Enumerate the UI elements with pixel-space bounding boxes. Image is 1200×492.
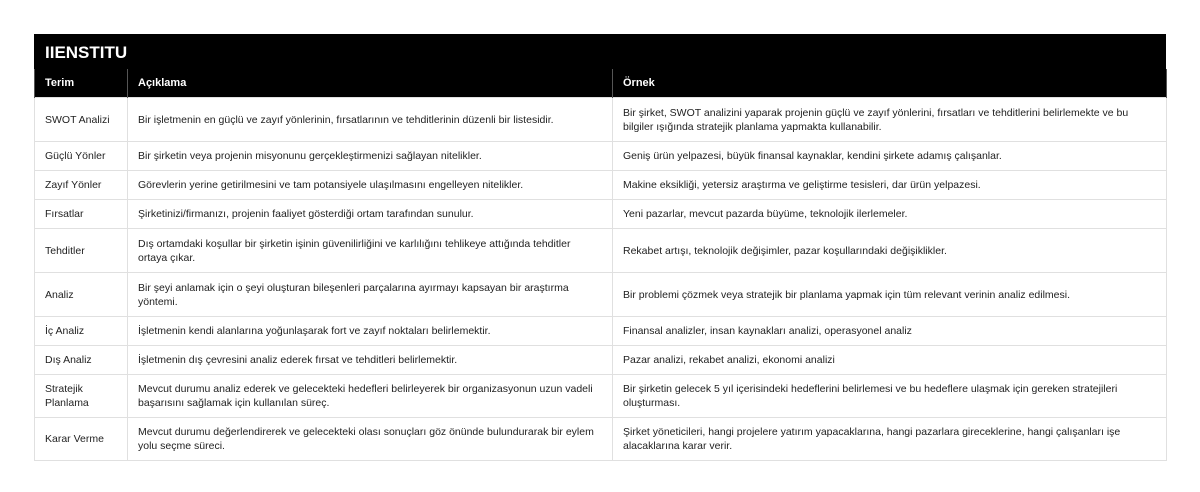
term-cell: Analiz <box>35 273 128 317</box>
description-cell: Mevcut durumu değerlendirerek ve gelecekteki olası sonuçları göz önünde bulundurarak bir eylem yolu seçme süreci. <box>128 418 613 461</box>
table-row <box>35 171 1167 200</box>
term-cell: Güçlü Yönler <box>35 142 128 171</box>
example-cell: Bir problemi çözmek veya stratejik bir planlama yapmak için tüm relevant verinin analiz edilmesi. <box>613 273 1167 317</box>
table-row <box>35 273 1167 317</box>
header-example: Örnek <box>613 69 1167 98</box>
header-term: Terim <box>35 69 128 98</box>
term-cell: Tehditler <box>35 229 128 273</box>
term-cell: Fırsatlar <box>35 200 128 229</box>
description-cell: Bir şeyi anlamak için o şeyi oluşturan bileşenleri parçalarına ayırmayı kapsayan bir araştırma yöntemi. <box>128 273 613 317</box>
example-cell: Makine eksikliği, yetersiz araştırma ve geliştirme tesisleri, dar ürün yelpazesi. <box>613 171 1167 200</box>
example-cell: Bir şirketin gelecek 5 yıl içerisindeki hedeflerini belirlemesi ve bu hedeflere ulaşmak için gereken stratejileri oluşturması. <box>613 375 1167 418</box>
brand-title: IIENSTITU <box>34 34 1166 69</box>
table-row <box>35 142 1167 171</box>
term-cell: Stratejik Planlama <box>35 375 128 418</box>
description-cell: Dış ortamdaki koşullar bir şirketin işinin güvenilirliğini ve karlılığını tehlikeye attığında tehditler ortaya çıkar. <box>128 229 613 273</box>
example-cell: Rekabet artışı, teknolojik değişimler, pazar koşullarındaki değişiklikler. <box>613 229 1167 273</box>
example-cell: Bir şirket, SWOT analizini yaparak projenin güçlü ve zayıf yönlerini, fırsatları ve tehditlerini belirlemekte ve bu bilgiler ışığında stratejik planlama yapmakta kullanabilir. <box>613 98 1167 142</box>
table-row <box>35 375 1167 418</box>
description-cell: Bir işletmenin en güçlü ve zayıf yönlerinin, fırsatlarının ve tehditlerinin düzenli bir listesidir. <box>128 98 613 142</box>
table-row <box>35 346 1167 375</box>
example-cell: Geniş ürün yelpazesi, büyük finansal kaynaklar, kendini şirkete adamış çalışanlar. <box>613 142 1167 171</box>
example-cell: Şirket yöneticileri, hangi projelere yatırım yapacaklarına, hangi pazarlara gireceklerine, hangi çalışanları işe alacaklarına karar verir. <box>613 418 1167 461</box>
header-description: Açıklama <box>128 69 613 98</box>
term-cell: Dış Analiz <box>35 346 128 375</box>
term-cell: Zayıf Yönler <box>35 171 128 200</box>
table-row <box>35 98 1167 142</box>
description-cell: Mevcut durumu analiz ederek ve gelecekteki hedefleri belirleyerek bir organizasyonun uzun vadeli başarısını sağlamak için kullanılan süreç. <box>128 375 613 418</box>
term-cell: SWOT Analizi <box>35 98 128 142</box>
table-row <box>35 200 1167 229</box>
description-cell: İşletmenin kendi alanlarına yoğunlaşarak fort ve zayıf noktaları belirlemektir. <box>128 317 613 346</box>
example-cell: Yeni pazarlar, mevcut pazarda büyüme, teknolojik ilerlemeler. <box>613 200 1167 229</box>
term-cell: Karar Verme <box>35 418 128 461</box>
description-cell: Görevlerin yerine getirilmesini ve tam potansiyele ulaşılmasını engelleyen nitelikler. <box>128 171 613 200</box>
glossary-table <box>34 69 1167 461</box>
example-cell: Pazar analizi, rekabet analizi, ekonomi analizi <box>613 346 1167 375</box>
glossary-table-container <box>34 34 1166 461</box>
header-row <box>35 69 1167 98</box>
description-cell: Şirketinizi/firmanızı, projenin faaliyet gösterdiği ortam tarafından sunulur. <box>128 200 613 229</box>
example-cell: Finansal analizler, insan kaynakları analizi, operasyonel analiz <box>613 317 1167 346</box>
description-cell: İşletmenin dış çevresini analiz ederek fırsat ve tehditleri belirlemektir. <box>128 346 613 375</box>
description-cell: Bir şirketin veya projenin misyonunu gerçekleştirmenizi sağlayan nitelikler. <box>128 142 613 171</box>
table-row <box>35 317 1167 346</box>
table-row <box>35 229 1167 273</box>
table-row <box>35 418 1167 461</box>
term-cell: İç Analiz <box>35 317 128 346</box>
